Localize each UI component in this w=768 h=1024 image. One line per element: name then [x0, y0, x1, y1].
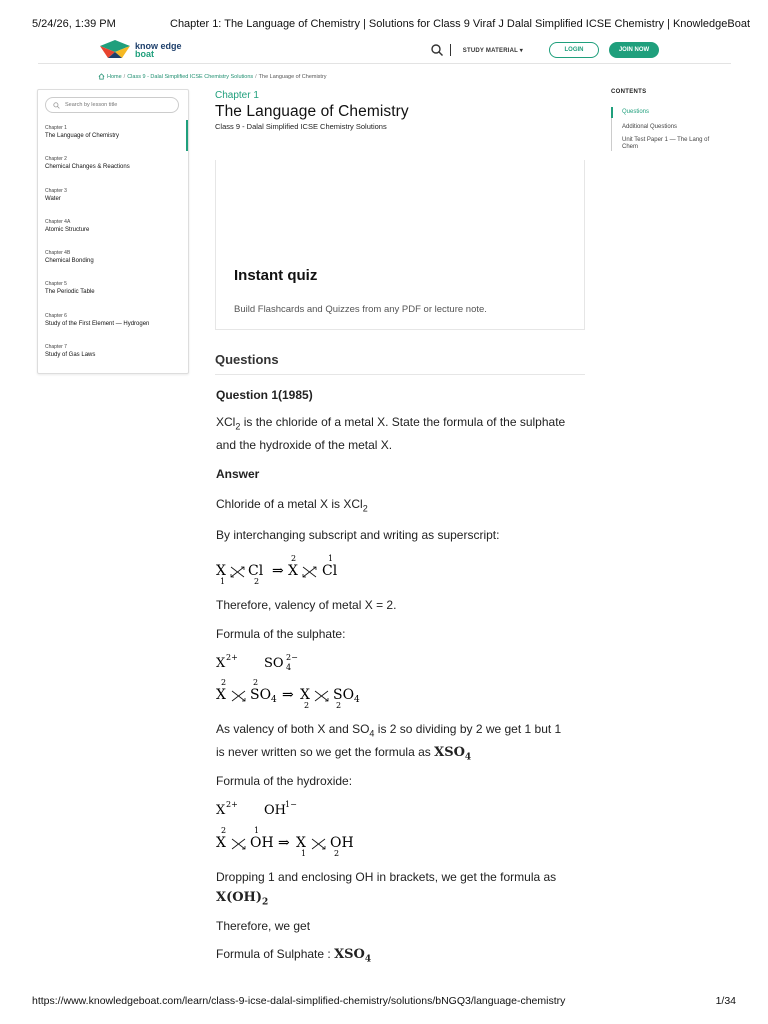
instant-quiz-promo[interactable] — [215, 160, 585, 330]
symbol-oh: OH — [250, 835, 274, 851]
cross-arrow-icon — [303, 567, 316, 577]
chapter-name: The Language of Chemistry — [45, 133, 120, 139]
crossing-diagram — [216, 677, 376, 711]
nav-actions — [430, 40, 659, 60]
chapter-name: The Periodic Table — [45, 289, 95, 296]
valency-number: 2 — [221, 826, 227, 835]
ion-charge: 2+ — [226, 800, 238, 809]
toc-list — [611, 107, 721, 151]
answer-text: Formula of Sulphate : — [216, 947, 335, 961]
valency-number: 2 — [334, 849, 340, 858]
logo-wordmark — [135, 42, 182, 58]
questions-heading: Questions — [215, 352, 279, 367]
chapter-list — [38, 120, 188, 370]
chapter-number: Chapter 4B — [45, 250, 71, 257]
main-header — [215, 90, 585, 131]
page-title: The Language of Chemistry — [215, 103, 409, 120]
sidebar-item-chapter-5[interactable] — [38, 276, 188, 307]
boat-logo-icon — [98, 40, 132, 60]
promo-title: Instant quiz — [234, 267, 318, 284]
sidebar-item-chapter-7[interactable] — [38, 339, 188, 370]
toc-item-unit-test-paper[interactable]: Unit Test Paper 1 — The Lang of Chem — [622, 137, 710, 150]
breadcrumb-home[interactable]: Home — [107, 73, 122, 80]
search-icon[interactable] — [430, 43, 444, 57]
answer-text: As valency of both X and SO — [216, 722, 370, 736]
print-header — [0, 0, 768, 40]
formula-subscript: 4 — [271, 695, 277, 705]
implies-arrow: ⇒ — [272, 563, 284, 579]
answer-line-4: Formula of the sulphate: — [216, 627, 346, 641]
chapter-name: Study of the First Element — Hydrogen — [45, 320, 150, 327]
ion-charge: 1− — [285, 800, 297, 809]
implies-arrow: ⇒ — [282, 687, 294, 703]
ion-charge: 2− — [286, 653, 298, 662]
chapter-number: Chapter 5 — [45, 281, 67, 288]
question-text-line-2: and the hydroxide of the metal X. — [216, 438, 393, 452]
toc-item-questions[interactable]: Questions — [611, 107, 721, 118]
study-material-menu[interactable]: STUDY MATERIAL ▾ — [462, 47, 523, 54]
breadcrumb-separator: / — [255, 73, 257, 80]
ion-charges-hydroxide — [216, 798, 356, 822]
valency-crossing-1 — [216, 553, 356, 589]
logo-line-2: boat — [135, 49, 154, 59]
valency-number: 1 — [328, 554, 334, 563]
chapter-number: Chapter 2 — [45, 156, 67, 163]
symbol-x: X — [216, 656, 226, 671]
print-page-number: 1/34 — [715, 995, 736, 1007]
search-icon — [53, 102, 60, 109]
sidebar-item-chapter-6[interactable] — [38, 308, 188, 339]
cross-arrow-icon — [312, 839, 325, 849]
formula-subscript: 4 — [369, 728, 375, 739]
formula-subscript: 2 — [362, 503, 368, 514]
formula-subscript: 4 — [354, 695, 360, 705]
answer-text: Chloride of a metal X is XCl — [216, 497, 363, 511]
answer-line-6: Formula of the hydroxide: — [216, 774, 353, 788]
contents-panel — [611, 89, 721, 157]
login-button[interactable]: LOGIN — [549, 42, 599, 58]
sidebar-item-chapter-4b[interactable] — [38, 245, 188, 276]
nav-divider — [450, 44, 451, 56]
chapter-label: Chapter 1 — [215, 90, 259, 101]
symbol-x: X — [296, 835, 306, 851]
breadcrumb — [98, 73, 327, 80]
ion-charges-diagram — [216, 651, 356, 671]
answer-line-1 — [216, 493, 368, 520]
cross-arrow-icon — [231, 567, 244, 577]
chapter-sidebar — [37, 89, 189, 374]
answer-text: is 2 so dividing by 2 we get 1 but 1 — [374, 722, 562, 736]
formula-subscript: 2 — [235, 421, 241, 432]
symbol-x: X — [300, 687, 310, 703]
site-logo[interactable] — [98, 38, 182, 62]
chapter-name: Chemical Changes & Reactions — [45, 164, 130, 171]
question-title: Question 1(1985) — [216, 388, 313, 402]
toc-item-additional-questions[interactable]: Additional Questions — [622, 124, 678, 130]
cross-arrow-icon — [232, 691, 245, 701]
ion-charges-diagram — [216, 798, 356, 818]
print-doc-title: Chapter 1: The Language of Chemistry | Solutions for Class 9 Viraf J Dalal Simplified ICSE Chemistry | KnowledgeBoat — [170, 18, 751, 30]
lesson-search-input[interactable] — [65, 102, 165, 108]
answer-formula-hydroxide — [216, 886, 268, 914]
formula-xso4: XSO — [434, 745, 465, 760]
valency-number: 1 — [301, 849, 307, 858]
chapter-number: Chapter 7 — [45, 344, 67, 351]
answer-label: Answer — [216, 467, 260, 481]
ion-charge: 2+ — [226, 653, 238, 662]
chapter-number: Chapter 4A — [45, 218, 71, 225]
question-text: is the chloride of a metal X. State the formula of the sulphate — [240, 415, 566, 429]
sidebar-item-chapter-1[interactable] — [38, 120, 188, 151]
sidebar-item-chapter-3[interactable] — [38, 183, 188, 214]
chapter-number: Chapter 3 — [45, 187, 67, 194]
answer-line-5b — [216, 741, 471, 769]
sidebar-item-chapter-4a[interactable] — [38, 214, 188, 245]
valency-number: 1 — [254, 826, 260, 835]
answer-line-8: Therefore, we get — [216, 919, 311, 933]
breadcrumb-current: The Language of Chemistry — [258, 73, 327, 80]
formula-subscript: 2 — [262, 897, 269, 908]
formula-subscript: 4 — [286, 663, 292, 672]
answer-line-9 — [216, 943, 371, 971]
formula-xso4: XSO — [334, 947, 365, 962]
implies-arrow: ⇒ — [278, 835, 290, 851]
symbol-x: X — [216, 563, 226, 579]
symbol-x: X — [216, 687, 226, 703]
valency-number: 2 — [304, 701, 310, 710]
chapter-name: Water — [45, 195, 61, 202]
chapter-name: Chemical Bonding — [45, 258, 94, 265]
symbol-so4: SO — [264, 656, 284, 671]
valency-crossing-hydroxide — [216, 825, 376, 863]
symbol-so4: SO — [333, 687, 355, 703]
home-icon[interactable] — [98, 73, 105, 80]
print-datetime: 5/24/26, 1:39 PM — [32, 18, 116, 30]
site-navbar — [38, 38, 731, 64]
page-subtitle: Class 9 - Dalal Simplified ICSE Chemistry Solutions — [215, 122, 387, 131]
valency-crossing-sulphate — [216, 677, 376, 715]
chapter-number: Chapter 1 — [45, 125, 67, 131]
ion-charges-sulphate — [216, 651, 356, 675]
answer-line-2: By interchanging subscript and writing as superscript: — [216, 528, 500, 542]
symbol-x: X — [288, 563, 298, 579]
contents-heading: CONTENTS — [611, 89, 647, 95]
valency-number: 2 — [291, 554, 297, 563]
print-url: https://www.knowledgeboat.com/learn/class-9-icse-dalal-simplified-chemistry/solutions/bNGQ3/language-chemistry — [32, 995, 566, 1007]
formula-text: XCl — [216, 415, 236, 429]
symbol-x: X — [216, 803, 226, 818]
valency-number: 2 — [253, 678, 259, 687]
formula-x-oh-2: X(OH) — [216, 890, 262, 905]
formula-subscript: 4 — [464, 752, 472, 763]
breadcrumb-separator: / — [123, 73, 126, 80]
formula-subscript: 4 — [364, 954, 372, 965]
join-now-button[interactable]: JOIN NOW — [609, 42, 659, 58]
symbol-x: X — [216, 835, 226, 851]
lesson-search-box[interactable] — [45, 97, 179, 113]
sidebar-item-chapter-2[interactable] — [38, 151, 188, 182]
cross-arrow-icon — [315, 691, 328, 701]
logo-line-1: know edge — [135, 41, 182, 51]
valency-number: 2 — [336, 701, 342, 710]
chapter-name: Atomic Structure — [45, 226, 90, 233]
divider — [215, 374, 585, 375]
symbol-cl: Cl — [322, 563, 338, 579]
breadcrumb-book[interactable]: Class 9 - Dalal Simplified ICSE Chemistry Solutions — [127, 73, 254, 80]
promo-description: Build Flashcards and Quizzes from any PDF or lecture note. — [234, 304, 487, 315]
answer-line-3: Therefore, valency of metal X = 2. — [216, 598, 397, 612]
valency-number: 2 — [221, 678, 227, 687]
symbol-so4: SO — [250, 687, 272, 703]
valency-number: 2 — [254, 577, 260, 586]
valency-number: 1 — [220, 577, 226, 586]
symbol-cl: Cl — [248, 563, 264, 579]
chapter-name: Study of Gas Laws — [45, 352, 96, 359]
symbol-oh: OH — [330, 835, 354, 851]
cross-arrow-icon — [232, 839, 245, 849]
crossing-diagram — [216, 825, 376, 859]
answer-text: is never written so we get the formula as — [216, 745, 435, 759]
crossing-diagram — [216, 553, 356, 585]
answer-line-7: Dropping 1 and enclosing OH in brackets, we get the formula as — [216, 870, 557, 884]
symbol-oh: OH — [264, 803, 286, 818]
chapter-number: Chapter 6 — [45, 312, 67, 319]
